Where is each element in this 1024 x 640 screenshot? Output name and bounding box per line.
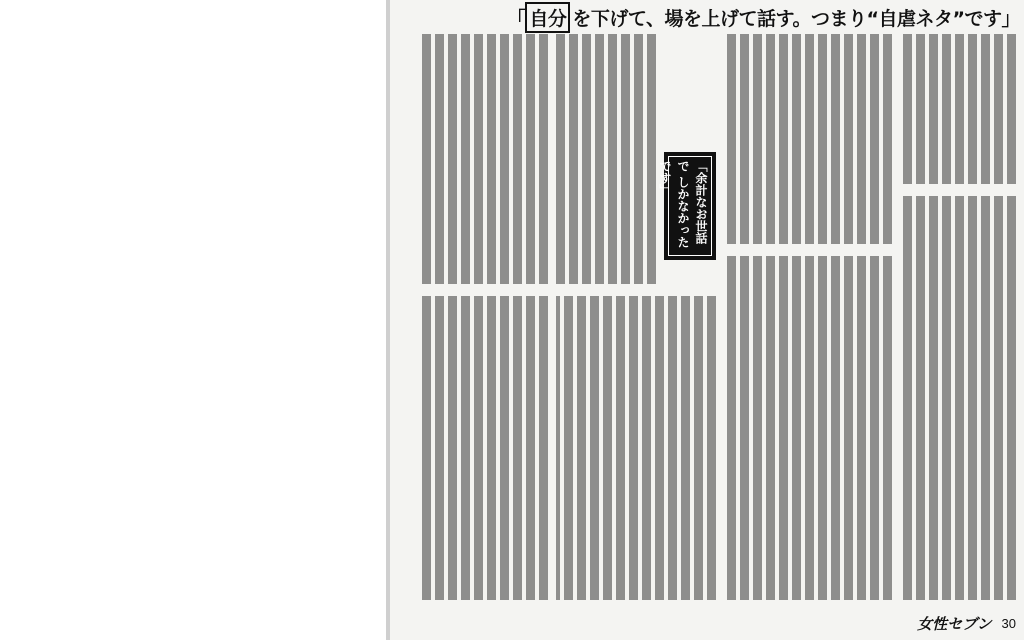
page-gutter [386, 0, 390, 640]
magazine-logo: 女性セブン [917, 614, 992, 633]
headline-open-quote: 「 [506, 7, 526, 30]
body-text-columns [556, 34, 656, 284]
body-text-columns [724, 34, 892, 244]
article-headline [506, 4, 1020, 30]
body-text-columns [420, 34, 548, 284]
body-text-columns [420, 296, 548, 600]
page-number: 30 [1001, 615, 1016, 631]
body-text-columns [900, 34, 1016, 184]
headline-text: を下げて、場を上げて話す。つまり“自虐ネタ”です」 [572, 7, 1020, 30]
headline-boxed-word: 自分 [525, 2, 570, 33]
body-text-columns [556, 296, 716, 600]
body-text-columns [724, 256, 892, 600]
page-footer [896, 612, 1016, 634]
section-subheading: 「余計なお世話で しかなかったです」 [664, 152, 716, 260]
body-text-columns [900, 196, 1016, 600]
